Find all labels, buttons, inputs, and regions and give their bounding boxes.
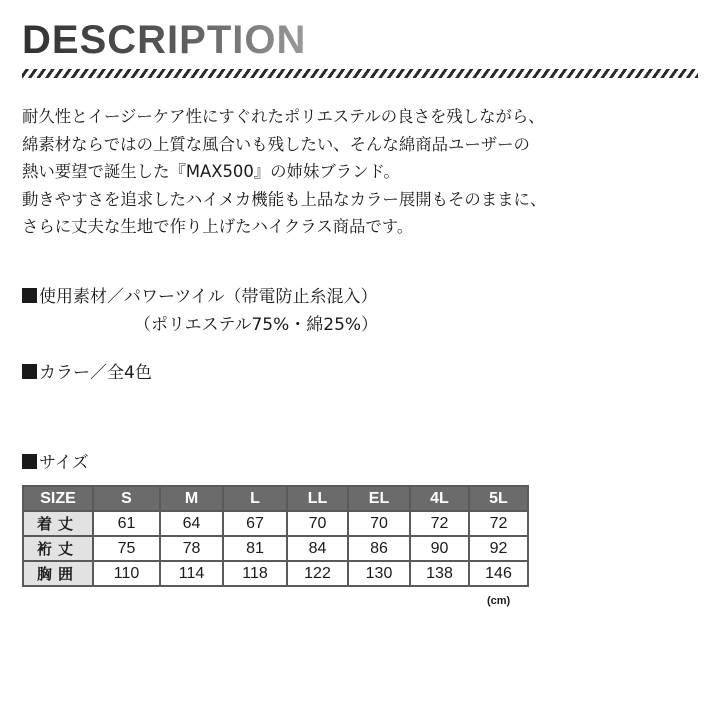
- table-cell: 70: [287, 511, 348, 536]
- header-cell: LL: [287, 486, 348, 511]
- unit-label: (cm): [487, 595, 511, 607]
- table-cell: 92: [469, 536, 528, 561]
- size-heading-text: サイズ: [39, 453, 89, 473]
- header-cell: L: [223, 486, 287, 511]
- square-bullet-icon: [22, 454, 37, 469]
- table-cell: 78: [160, 536, 223, 561]
- color-text: カラー／全4色: [39, 363, 152, 383]
- header-cell: M: [160, 486, 223, 511]
- table-cell: 72: [469, 511, 528, 536]
- description-line: 耐久性とイージーケア性にすぐれたポリエステルの良さを残しながら、: [22, 107, 545, 126]
- size-heading: [22, 450, 89, 476]
- table-row: [23, 561, 528, 586]
- table-cell: 67: [223, 511, 287, 536]
- table-cell: 146: [469, 561, 528, 586]
- header-cell: SIZE: [23, 486, 93, 511]
- description-line: 熱い要望で誕生した『MAX500』の姉妹ブランド。: [22, 162, 400, 181]
- material-line-1: 使用素材／パワーツイル（帯電防止糸混入）: [39, 287, 378, 307]
- table-cell: 122: [287, 561, 348, 586]
- table-cell: 81: [223, 536, 287, 561]
- table-row: [23, 511, 528, 536]
- description-line: 綿素材ならではの上質な風合いも残したい、そんな綿商品ユーザーの: [22, 134, 530, 154]
- striped-divider: [22, 69, 698, 78]
- table-cell: 118: [223, 561, 287, 586]
- description-text: [22, 103, 702, 241]
- table-cell: 114: [160, 561, 223, 586]
- color-spec: [22, 360, 152, 386]
- page-title: DESCRIPTION: [22, 18, 307, 62]
- square-bullet-icon: [22, 288, 37, 303]
- table-cell: 61: [93, 511, 160, 536]
- table-cell: 90: [410, 536, 469, 561]
- square-bullet-icon: [22, 364, 37, 379]
- header-cell: EL: [348, 486, 410, 511]
- size-table-header-row: [23, 486, 528, 511]
- row-label: 着丈: [23, 511, 93, 536]
- table-cell: 86: [348, 536, 410, 561]
- header-cell: 4L: [410, 486, 469, 511]
- description-line: 動きやすさを追求したハイメカ機能も上品なカラー展開もそのままに、: [22, 189, 547, 209]
- table-cell: 138: [410, 561, 469, 586]
- table-cell: 110: [93, 561, 160, 586]
- header-cell: S: [93, 486, 160, 511]
- size-table: [22, 485, 529, 587]
- table-cell: 70: [348, 511, 410, 536]
- header-cell: 5L: [469, 486, 528, 511]
- row-label: 胸囲: [23, 561, 93, 586]
- table-cell: 130: [348, 561, 410, 586]
- row-label: 裄丈: [23, 536, 93, 561]
- table-row: [23, 536, 528, 561]
- description-line: さらに丈夫な生地で作り上げたハイクラス商品です。: [22, 217, 414, 236]
- table-cell: 72: [410, 511, 469, 536]
- material-composition: （ポリエステル75%・綿25%）: [134, 315, 379, 335]
- table-cell: 64: [160, 511, 223, 536]
- table-cell: 84: [287, 536, 348, 561]
- table-cell: 75: [93, 536, 160, 561]
- material-spec: [22, 284, 377, 310]
